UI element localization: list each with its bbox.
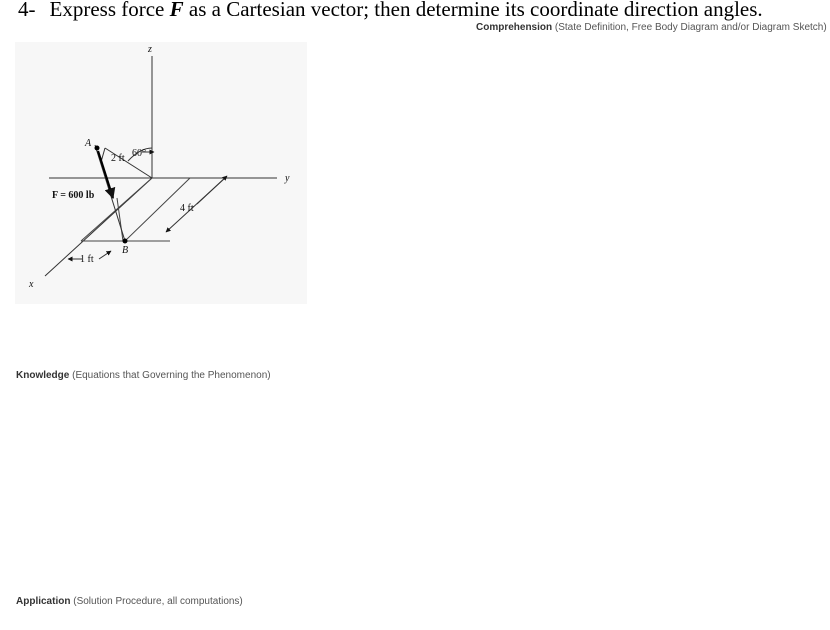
application-title: Application (16, 596, 71, 607)
problem-text-end: as a Cartesian vector; then determine its coordinate direction angles. (183, 0, 763, 21)
application-description: (Solution Procedure, all computations) (73, 596, 243, 607)
knowledge-heading (16, 370, 271, 381)
diagram-svg (15, 38, 310, 306)
point-b-label: B (122, 245, 129, 256)
problem-number: 4- (18, 0, 36, 21)
force-label: F = 600 lb (52, 190, 95, 201)
point-a (95, 146, 100, 151)
problem-text-start: Express force (49, 0, 170, 21)
comprehension-heading (476, 22, 827, 33)
force-diagram (15, 38, 310, 306)
dim-1ft-label: 1 ft (80, 254, 94, 265)
application-heading (16, 596, 243, 607)
comprehension-description: (State Definition, Free Body Diagram and/or Diagram Sketch) (554, 22, 827, 33)
point-a-label: A (85, 138, 92, 149)
figure-background (15, 42, 307, 304)
y-axis-label: y (285, 173, 290, 184)
comprehension-title: Comprehension (476, 22, 553, 33)
dim-2ft-label: 2 ft (111, 153, 125, 164)
z-axis-label: z (148, 44, 152, 55)
point-b (123, 239, 128, 244)
knowledge-description: (Equations that Governing the Phenomenon) (72, 370, 271, 381)
x-axis-label: x (29, 279, 34, 290)
angle-60-label: 60° (132, 148, 146, 159)
force-vector-symbol: F (169, 0, 184, 21)
problem-statement (18, 0, 763, 22)
knowledge-title: Knowledge (16, 370, 70, 381)
dim-4ft-label: 4 ft (180, 203, 194, 214)
